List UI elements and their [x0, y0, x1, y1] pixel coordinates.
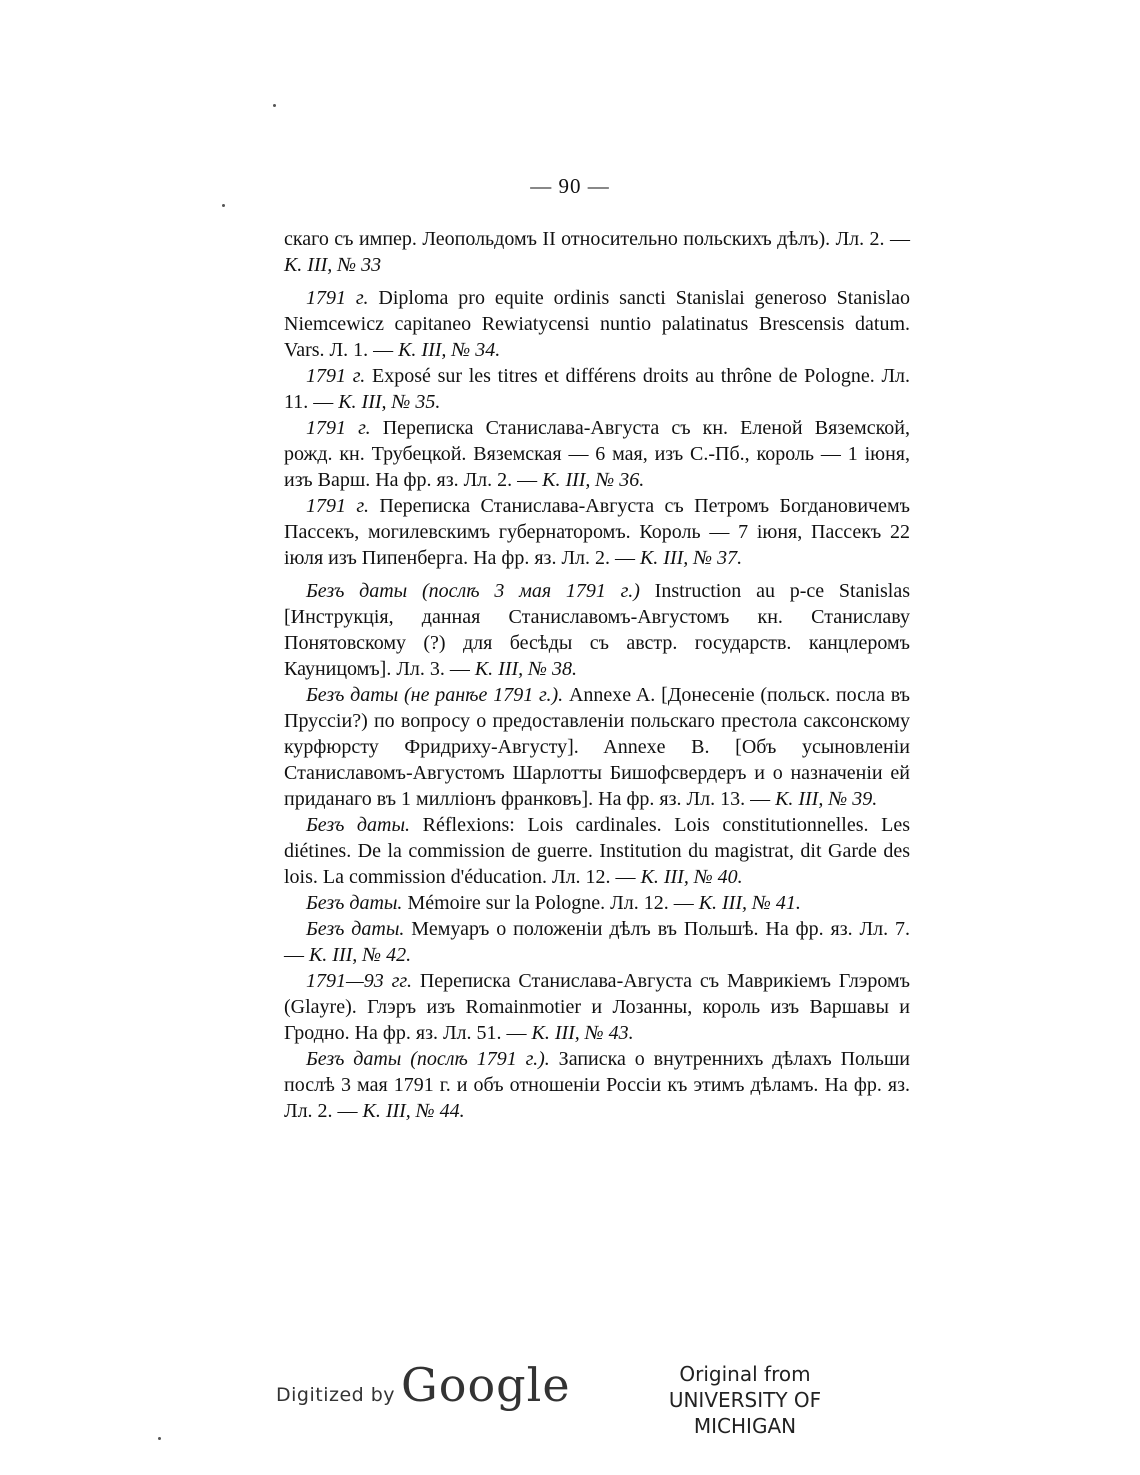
digitized-by-google — [276, 1358, 571, 1412]
catalog-entry: 1791 г. Diploma pro equite ordinis sancti Stanislai generoso Stanislao Niemcewicz capitaneo Rewiatycensi nuntio palatinatus Brescensis datum. Vars. Л. 1. — К. III, № 34. — [284, 287, 910, 361]
catalog-entry: скаго съ импер. Леопольдомъ II относительно польскихъ дѣлъ). Лл. 2. — К. III, № 33 — [284, 228, 910, 276]
catalog-entry: Безъ даты (не ранѣе 1791 г.). Annexe A. [Донесеніе (польск. посла въ Пруссіи?) по вопросу о предоставленіи польскаго престола саксонскому курфюрсту Фридриху-Августу]. Annexe B. [Объ усыновленіи Станиславомъ-Августомъ Шарлотты Бишофсвердеръ и о назначеніи ей приданаго въ 1 милліонъ франковъ]. На фр. яз. Лл. 13. — К. III, № 39. — [284, 684, 910, 810]
catalog-entry: 1791—93 гг. Переписка Станислава-Августа съ Маврикіемъ Глэромъ (Glayre). Глэръ изъ Romainmotier и Лозанны, король изъ Варшавы и Гродно. На фр. яз. Лл. 51. — К. III, № 43. — [284, 970, 910, 1044]
scan-speck — [158, 1437, 161, 1440]
catalog-entry: 1791 г. Exposé sur les titres et différens droits au thrône de Pologne. Лл. 11. — К. III, № 35. — [284, 365, 910, 413]
digitized-label: Digitized by — [276, 1384, 396, 1406]
original-from-notice — [620, 1361, 870, 1439]
scan-speck — [222, 204, 225, 207]
catalog-entry: Безъ даты (послѣ 3 мая 1791 г.) Instruction au p-ce Stanislas [Инструкція, данная Станиславомъ-Августомъ кн. Станиславу Понятовскому (?) для бесѣды съ австр. государств. канцлеромъ Кауницомъ]. Лл. 3. — К. III, № 38. — [284, 580, 911, 680]
catalog-text — [284, 226, 910, 1124]
google-logo: Google — [401, 1358, 571, 1412]
page-number: — 90 — — [530, 174, 610, 198]
catalog-entry: Безъ даты. Réflexions: Lois cardinales. Lois constitutionnelles. Les diétines. De la commission de guerre. Institution du magistrat, dit Garde des lois. La commission d'éducation. Лл. 12. — К. III, № 40. — [284, 814, 911, 888]
catalog-entry: Безъ даты. Mémoire sur la Pologne. Лл. 12. — К. III, № 41. — [306, 892, 801, 914]
university-name: UNIVERSITY OF MICHIGAN — [668, 1388, 822, 1438]
catalog-entry: 1791 г. Переписка Станислава-Августа съ кн. Еленой Вяземской, рожд. кн. Трубецкой. Вяземская — 6 мая, изъ С.-Пб., король — 1 іюня, изъ Варш. На фр. яз. Лл. 2. — К. III, № 36. — [284, 417, 910, 491]
original-from-label: Original from — [679, 1362, 811, 1386]
catalog-entry: Безъ даты (послѣ 1791 г.). Записка о внутреннихъ дѣлахъ Польши послѣ 3 мая 1791 г. и объ отношеніи Россіи къ этимъ дѣламъ. На фр. яз. Лл. 2. — К. III, № 44. — [284, 1048, 911, 1122]
scan-speck — [273, 104, 276, 107]
catalog-entry: Безъ даты. Мемуаръ о положеніи дѣлъ въ Польшѣ. На фр. яз. Лл. 7. — К. III, № 42. — [284, 918, 911, 966]
catalog-entry: 1791 г. Переписка Станислава-Августа съ Петромъ Богдановичемъ Пассекъ, могилевскимъ губернаторомъ. Король — 7 іюня, Пассекъ 22 іюля изъ Пипенберга. На фр. яз. Лл. 2. — К. III, № 37. — [284, 495, 910, 569]
